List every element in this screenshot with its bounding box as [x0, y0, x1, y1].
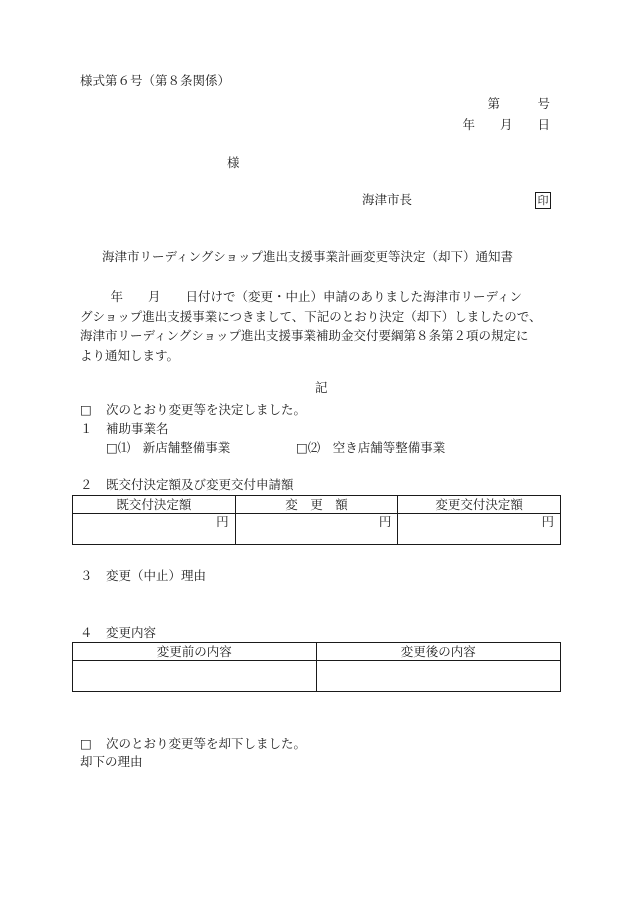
change-content-header	[73, 643, 561, 661]
section4-number: ４	[80, 625, 93, 640]
section2-number: ２	[80, 477, 93, 492]
recipient-suffix: 様	[227, 155, 240, 170]
header-change-amount: 変 更 額	[235, 496, 398, 514]
section1-number: １	[80, 421, 93, 436]
header-before: 変更前の内容	[73, 643, 317, 661]
new-amount-cell[interactable]: 円	[398, 514, 561, 545]
change-amount-cell[interactable]: 円	[235, 514, 398, 545]
body-line: 海津市リーディングショップ進出支援事業補助金交付要綱第８条第２項の規定に	[80, 328, 529, 343]
section2-title: 既交付決定額及び変更交付申請額	[106, 477, 294, 492]
amount-table-header	[73, 496, 561, 514]
rejection-reason-label: 却下の理由	[80, 754, 143, 769]
change-content-row	[73, 661, 561, 692]
amount-table-row	[73, 514, 561, 545]
option-new-store[interactable]: □⑴ 新店舗整備事業	[106, 440, 231, 455]
change-content-table	[72, 642, 561, 692]
approved-checkbox[interactable]: □	[80, 402, 92, 417]
content-after-cell[interactable]	[316, 661, 561, 692]
body-paragraph	[80, 287, 566, 365]
existing-amount-cell[interactable]: 円	[73, 514, 236, 545]
issuer-name: 海津市長	[362, 192, 413, 207]
document-title: 海津市リーディングショップ進出支援事業計画変更等決定（却下）通知書	[102, 249, 514, 264]
section1-title: 補助事業名	[106, 421, 169, 436]
issue-date: 年 月 日	[462, 117, 550, 132]
header-after: 変更後の内容	[316, 643, 561, 661]
rejected-text: 次のとおり変更等を却下しました。	[106, 736, 307, 751]
body-line: グショップ進出支援事業につきまして、下記のとおり決定（却下）しましたので、	[80, 308, 542, 324]
content-before-cell[interactable]	[73, 661, 317, 692]
amount-table	[72, 495, 561, 545]
section3-title: 変更（中止）理由	[106, 568, 207, 583]
header-new-amount: 変更交付決定額	[398, 496, 561, 514]
section3-number: ３	[80, 568, 93, 583]
form-label: 様式第６号（第８条関係）	[80, 73, 231, 88]
ki-heading: 記	[315, 380, 328, 395]
body-line: 年 月 日付けで（変更・中止）申請のありました海津市リーディン	[98, 289, 523, 304]
section4-title: 変更内容	[106, 625, 157, 640]
body-line: より通知します。	[80, 347, 180, 363]
header-existing-amount: 既交付決定額	[73, 496, 236, 514]
rejected-checkbox[interactable]: □	[80, 736, 92, 751]
approved-text: 次のとおり変更等を決定しました。	[106, 402, 307, 417]
seal-stamp: 印	[535, 192, 551, 209]
option-vacant-store[interactable]: □⑵ 空き店舗等整備事業	[296, 440, 446, 455]
document-number: 第 号	[487, 96, 550, 111]
